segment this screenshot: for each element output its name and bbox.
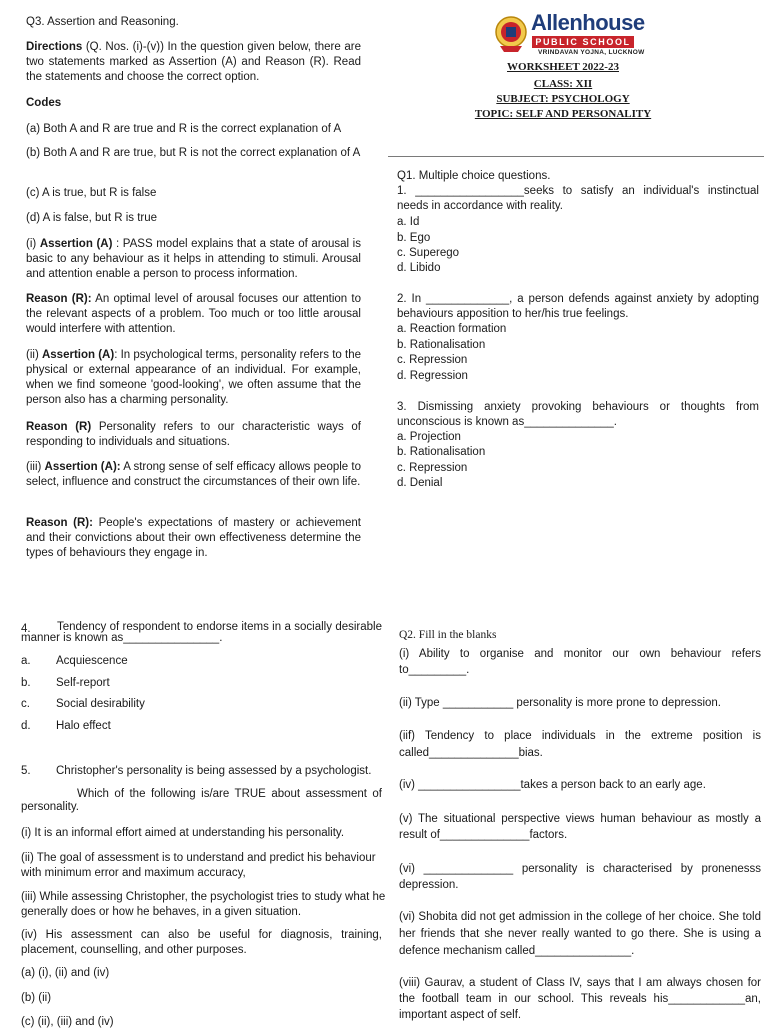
topic-label: TOPIC: SELF AND PERSONALITY (474, 108, 652, 120)
q3-iii-assertion (26, 460, 361, 490)
q1-3-option-c: c. Repression (397, 462, 468, 474)
q5-statement-iii: (iii) While assessing Christopher, the psychologist tries to study what he generally does or how he behaves, in a given situation. (21, 891, 386, 918)
q3-i-reason-label: Reason (R): (26, 293, 92, 305)
q2-blank-viii: (viii) Gaurav, a student of Class IV, says that I am always chosen for the football team in our school. This reveals his____________an, important aspect of self. (399, 977, 761, 1021)
q5-number: 5. (21, 765, 31, 777)
q1-3-option-d: d. Denial (397, 477, 443, 489)
q4-stem: Tendency of respondent to endorse items in a socially desirable manner is known as_______________. (21, 621, 382, 644)
q3-i-reason (26, 292, 361, 337)
q1-1-option-d: d. Libido (397, 262, 441, 274)
q4-letter-b: b. (21, 677, 31, 689)
q4-letter-a: a. (21, 655, 31, 667)
q3-iii-assert-text: A strong sense of self efficacy allows people to select, influence and construct the circumstances of their own life. (26, 461, 361, 488)
q4-option-a: Acquiescence (56, 655, 128, 667)
q3-iii-assert-label: Assertion (A): (44, 461, 121, 473)
q1-2-option-c: c. Repression (397, 354, 468, 366)
directions-text: (Q. Nos. (i)-(v)) In the question given below, there are two statements marked as Assertion (A) and Reason (R). Read the statements and choose the correct option. (26, 41, 361, 83)
q1-1-option-c: c. Superego (397, 247, 460, 259)
q2-blank-vi: (vi) ______________ personality is characterised by pronenesss depression. (399, 863, 761, 891)
worksheet-title: WORKSHEET 2022-23 (507, 61, 619, 73)
q2-blank-v: (v) The situational perspective views human behaviour as mostly a result of______________factors. (399, 813, 761, 841)
q1-3-option-b: b. Rationalisation (397, 446, 486, 458)
q2-blank-vii: (vi) Shobita did not get admission in the college of her choice. She told her friends that she never really wanted to go there. She is using a defence mechanism called_______________. (399, 911, 761, 957)
q5-answer-b: (b) (ii) (21, 992, 52, 1004)
class-label: CLASS: XII (533, 78, 593, 90)
q2-title: Q2. Fill in the blanks (399, 629, 497, 641)
code-b: (b) Both A and R are true, but R is not the correct explanation of A (26, 147, 361, 159)
q1-1-option-b: b. Ego (397, 232, 431, 244)
q1-2-option-b: b. Rationalisation (397, 339, 486, 351)
q4-option-d: Halo effect (56, 720, 111, 732)
q3-i-reason-text: An optimal level of arousal focuses our attention to the relevant aspects of a problem. Too much or too little arousal would interfere with attention. (26, 293, 361, 335)
q2-blank-iv: (iv) ________________takes a person back to an early age. (399, 779, 706, 791)
q3-ii-assertion (26, 348, 361, 408)
school-subtitle: PUBLIC SCHOOL (532, 36, 634, 48)
q3-ii-num: (ii) (26, 349, 42, 361)
q3-i-assert-text: : PASS model explains that a state of arousal is basic to any behaviour as it helps in attending to stimuli. Arousal and attention enable a person to process information. (26, 238, 361, 280)
q4-number: 4. (21, 623, 31, 635)
q2-blank-iii: (iif) Tendency to place individuals in the extreme position is called______________bias. (399, 730, 761, 759)
q1-2-stem: 2. In _____________, a person defends against anxiety by adopting behaviours apposition to her/his true feelings. (397, 293, 759, 320)
header-divider (388, 156, 764, 157)
q1-title: Q1. Multiple choice questions. (397, 170, 551, 182)
q2-blank-i: (i) Ability to organise and monitor our own behaviour refers to_________. (399, 648, 761, 676)
q3-i-assert-label: Assertion (A) (39, 238, 113, 250)
q3-ii-reason (26, 420, 361, 450)
directions-label: Directions (26, 41, 83, 53)
q5-answer-a: (a) (i), (ii) and (iv) (21, 967, 110, 979)
q5-statement-i: (i) It is an informal effort aimed at understanding his personality. (21, 827, 345, 839)
q3-iii-reason-label: Reason (R): (26, 517, 93, 529)
q1-3-stem: 3. Dismissing anxiety provoking behaviours or thoughts from unconscious is known as______________. (397, 401, 759, 428)
subject-label: SUBJECT: PSYCHOLOGY (496, 93, 630, 105)
q4-option-c: Social desirability (56, 698, 145, 710)
q3-i-num: (i) (26, 238, 40, 250)
code-a: (a) Both A and R are true and R is the correct explanation of A (26, 123, 342, 135)
directions (26, 40, 361, 85)
q4-letter-d: d. (21, 720, 31, 732)
q3-ii-reason-label: Reason (R) (26, 421, 92, 433)
codes-label: Codes (26, 97, 62, 109)
q1-2-option-a: a. Reaction formation (397, 323, 507, 335)
q1-1-option-a: a. Id (397, 216, 420, 228)
code-c: (c) A is true, but R is false (26, 187, 157, 199)
school-name: Allenhouse (531, 10, 645, 35)
q3-i-assertion (26, 237, 361, 282)
q1-1-stem: 1. _________________seeks to satisfy an individual's instinctual needs in accordance with reality. (397, 185, 759, 212)
q3-ii-reason-text: Personality refers to our characteristic ways of responding to individuals and situations. (26, 421, 361, 448)
q1-3-option-a: a. Projection (397, 431, 461, 443)
q5-answer-c: (c) (ii), (iii) and (iv) (21, 1016, 114, 1028)
q3-title: Q3. Assertion and Reasoning. (26, 16, 179, 28)
code-d: (d) A is false, but R is true (26, 212, 158, 224)
q1-2-option-d: d. Regression (397, 370, 468, 382)
school-location: VRINDAVAN YOJNA, LUCKNOW (538, 49, 645, 56)
q4-letter-c: c. (21, 698, 30, 710)
q5-statement-ii: (ii) The goal of assessment is to understand and predict his behaviour with minimum error and maximum accuracy, (21, 852, 376, 879)
q3-iii-num: (iii) (26, 461, 45, 473)
q5-line-1: Christopher's personality is being assessed by a psychologist. (56, 765, 372, 777)
q3-ii-assert-text: : In psychological terms, personality refers to the physical or external appearance of an individual. For example, when we find someone 'good-looking', we often assume that the person also has a charming personality. (26, 349, 361, 406)
q4-option-b: Self-report (56, 677, 110, 689)
school-crest-icon (494, 14, 528, 54)
q5-statement-iv: (iv) His assessment can also be useful for diagnosis, training, placement, counselling, and other purposes. (21, 929, 382, 956)
q5-line-2: Which of the following is/are TRUE about assessment of personality. (21, 788, 382, 813)
q2-blank-ii: (ii) Type ___________ personality is more prone to depression. (399, 697, 721, 709)
q3-ii-assert-label: Assertion (A) (41, 349, 115, 361)
q3-iii-reason (26, 516, 361, 561)
q3-iii-reason-text: People's expectations of mastery or achievement and their convictions about their own effectiveness determine the types of behaviours they engage in. (26, 517, 361, 559)
